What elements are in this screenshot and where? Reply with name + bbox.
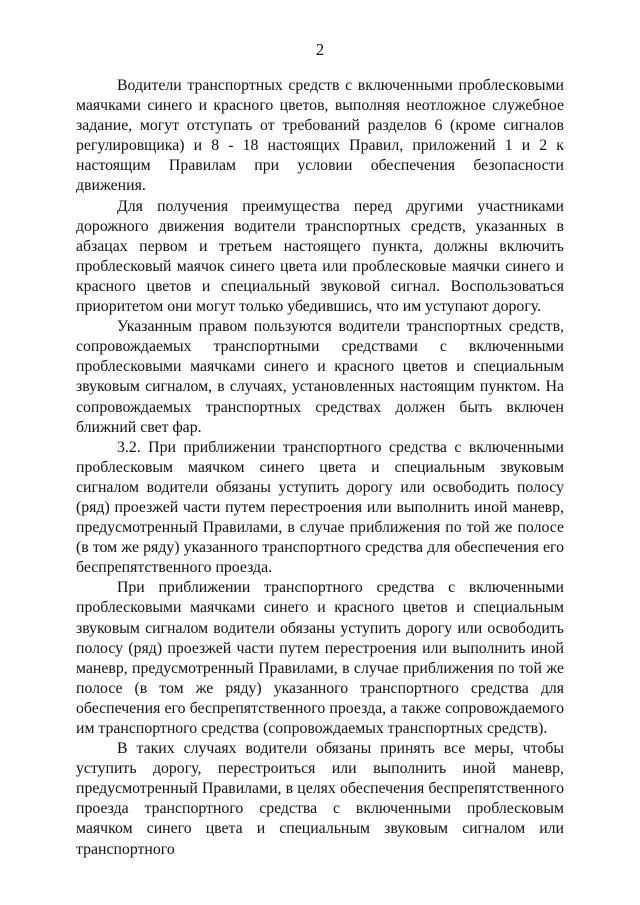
paragraph-2: Для получения преимущества перед другими участниками дорожного движения водители транспортных средств, указанных в абзацах первом и третьем настоящего пункта, должны включить проблесковый маячок синего цвета или проблесковые маячки синего и красного цветов и специальный звуковой сигнал. Воспользоваться приоритетом они могут только убедившись, что им уступают дорогу. [76, 197, 564, 316]
document-body [76, 76, 564, 860]
paragraph-clause-3-2: 3.2. При приближении транспортного средства с включенными проблесковым маячком синего цвета и специальным звуковым сигналом водители обязаны уступить дорогу или освободить полосу (ряд) проезжей части путем перестроения или выполнить иной маневр, предусмотренный Правилами, в случае приближения по той же полосе (в том же ряду) указанного транспортного средства для обеспечения его беспрепятственного проезда. [76, 438, 564, 577]
paragraph-3: Указанным правом пользуются водители транспортных средств, сопровождаемых транспортными средствами с включенными проблесковыми маячками синего и красного цветов и специальным звуковым сигналом, в случаях, установленных настоящим пунктом. На сопровождаемых транспортных средствах должен быть включен ближний свет фар. [76, 318, 564, 436]
paragraph-6: В таких случаях водители обязаны принять все меры, чтобы уступить дорогу, перестроиться или выполнить иной маневр, предусмотренный Правилами, в целях обеспечения беспрепятственного проезда транспортного средства с включенными проблесковым маячком синего цвета и специальным звуковым сигналом или транспортного [76, 740, 564, 858]
paragraph-1: Водители транспортных средств с включенными проблесковыми маячками синего и красного цветов, выполняя неотложное служебное задание, могут отступать от требований разделов 6 (кроме сигналов регулировщика) и 8 - 18 настоящих Правил, приложений 1 и 2 к настоящим Правилам при условии обеспечения безопасности движения. [76, 77, 564, 195]
page-number: 2 [315, 40, 325, 59]
paragraph-5: При приближении транспортного средства с включенными проблесковыми маячками синего и красного цветов и специальным звуковым сигналом водители обязаны уступить дорогу или освободить полосу (ряд) проезжей части путем перестроения или выполнить иной маневр, предусмотренный Правилами, в случае приближения по той же полосе (в том же ряду) указанного транспортного средства для обеспечения его беспрепятственного проезда, а также сопровождаемого им транспортного средства (сопровождаемых транспортных средств). [76, 579, 564, 737]
